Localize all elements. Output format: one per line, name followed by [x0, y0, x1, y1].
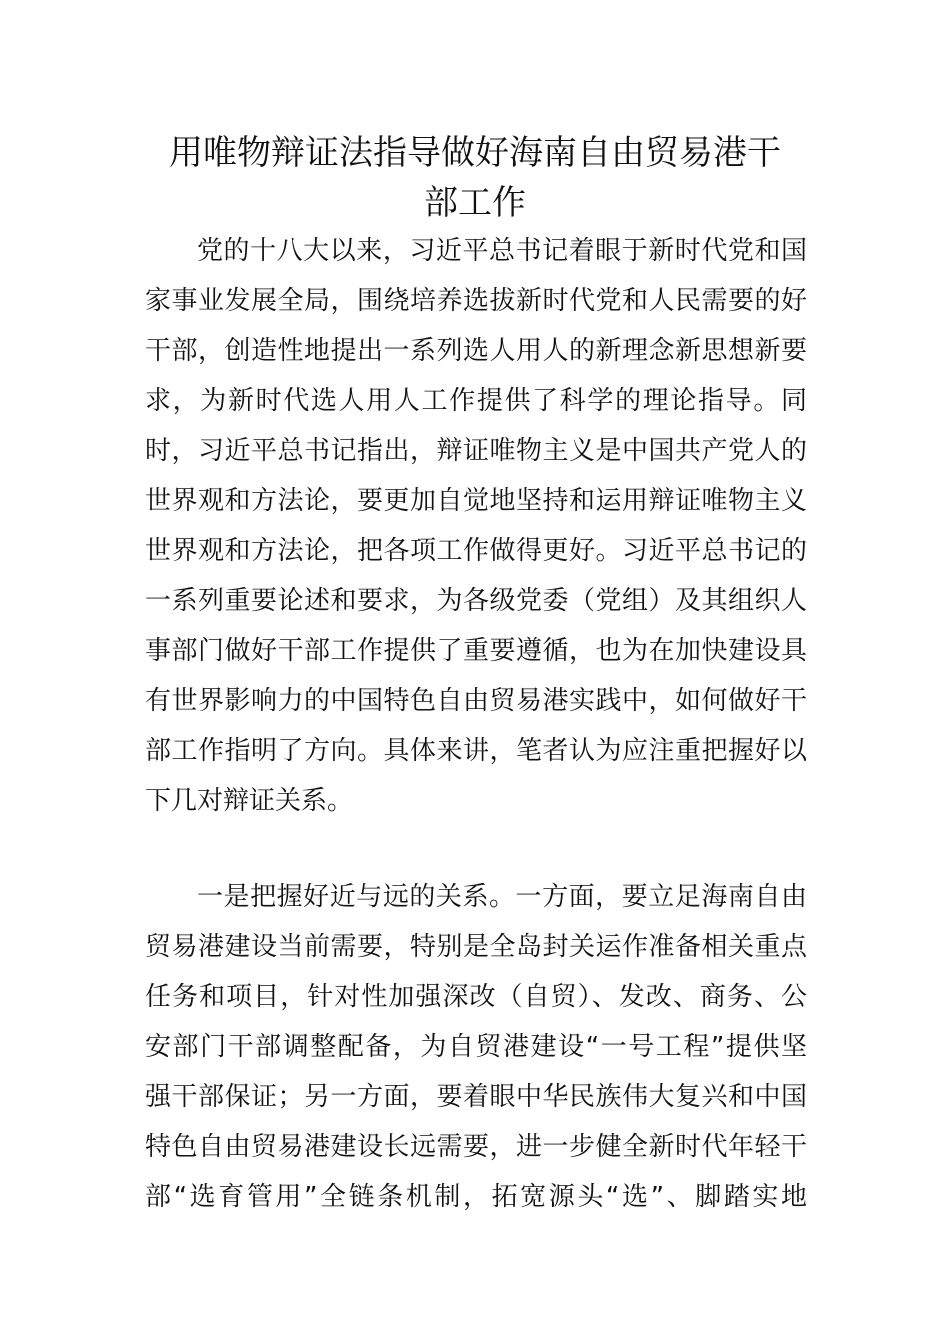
- paragraph-line: 安部门干部调整配备，为自贸港建设“一号工程”提供坚: [145, 1032, 807, 1062]
- paragraph-line: 部“选育管用”全链条机制，拓宽源头“选”、脚踏实地: [145, 1182, 807, 1212]
- paragraph-line: 特色自由贸易港建设长远需要，进一步健全新时代年轻干: [145, 1132, 807, 1162]
- paragraph-line: 任务和项目，针对性加强深改（自贸）、发改、商务、公: [145, 982, 807, 1012]
- paragraph-line: 下几对辩证关系。: [145, 786, 354, 816]
- paragraph-line: 干部，创造性地提出一系列选人用人的新理念新思想新要: [145, 336, 807, 366]
- document-title-line-1: 用唯物辩证法指导做好海南自由贸易港干: [169, 133, 781, 173]
- paragraph-line: 有世界影响力的中国特色自由贸易港实践中，如何做好干: [145, 686, 807, 716]
- paragraph-line: 世界观和方法论，把各项工作做得更好。习近平总书记的: [145, 536, 807, 566]
- paragraph-line: 一是把握好近与远的关系。一方面，要立足海南自由: [197, 882, 807, 912]
- document-title-line-2: 部工作: [424, 183, 526, 223]
- paragraph-line: 世界观和方法论，要更加自觉地坚持和运用辩证唯物主义: [145, 486, 807, 516]
- paragraph-line: 事部门做好干部工作提供了重要遵循，也为在加快建设具: [145, 636, 807, 666]
- paragraph-line: 家事业发展全局，围绕培养选拔新时代党和人民需要的好: [145, 286, 807, 316]
- paragraph-line: 强干部保证；另一方面，要着眼中华民族伟大复兴和中国: [145, 1082, 807, 1112]
- paragraph-line: 时，习近平总书记指出，辩证唯物主义是中国共产党人的: [145, 436, 807, 466]
- paragraph-line: 党的十八大以来，习近平总书记着眼于新时代党和国: [197, 236, 807, 266]
- paragraph-line: 求，为新时代选人用人工作提供了科学的理论指导。同: [145, 386, 807, 416]
- paragraph-line: 一系列重要论述和要求，为各级党委（党组）及其组织人: [145, 586, 807, 616]
- paragraph-line: 贸易港建设当前需要，特别是全岛封关运作准备相关重点: [145, 932, 807, 962]
- paragraph-line: 部工作指明了方向。具体来讲，笔者认为应注重把握好以: [145, 736, 807, 766]
